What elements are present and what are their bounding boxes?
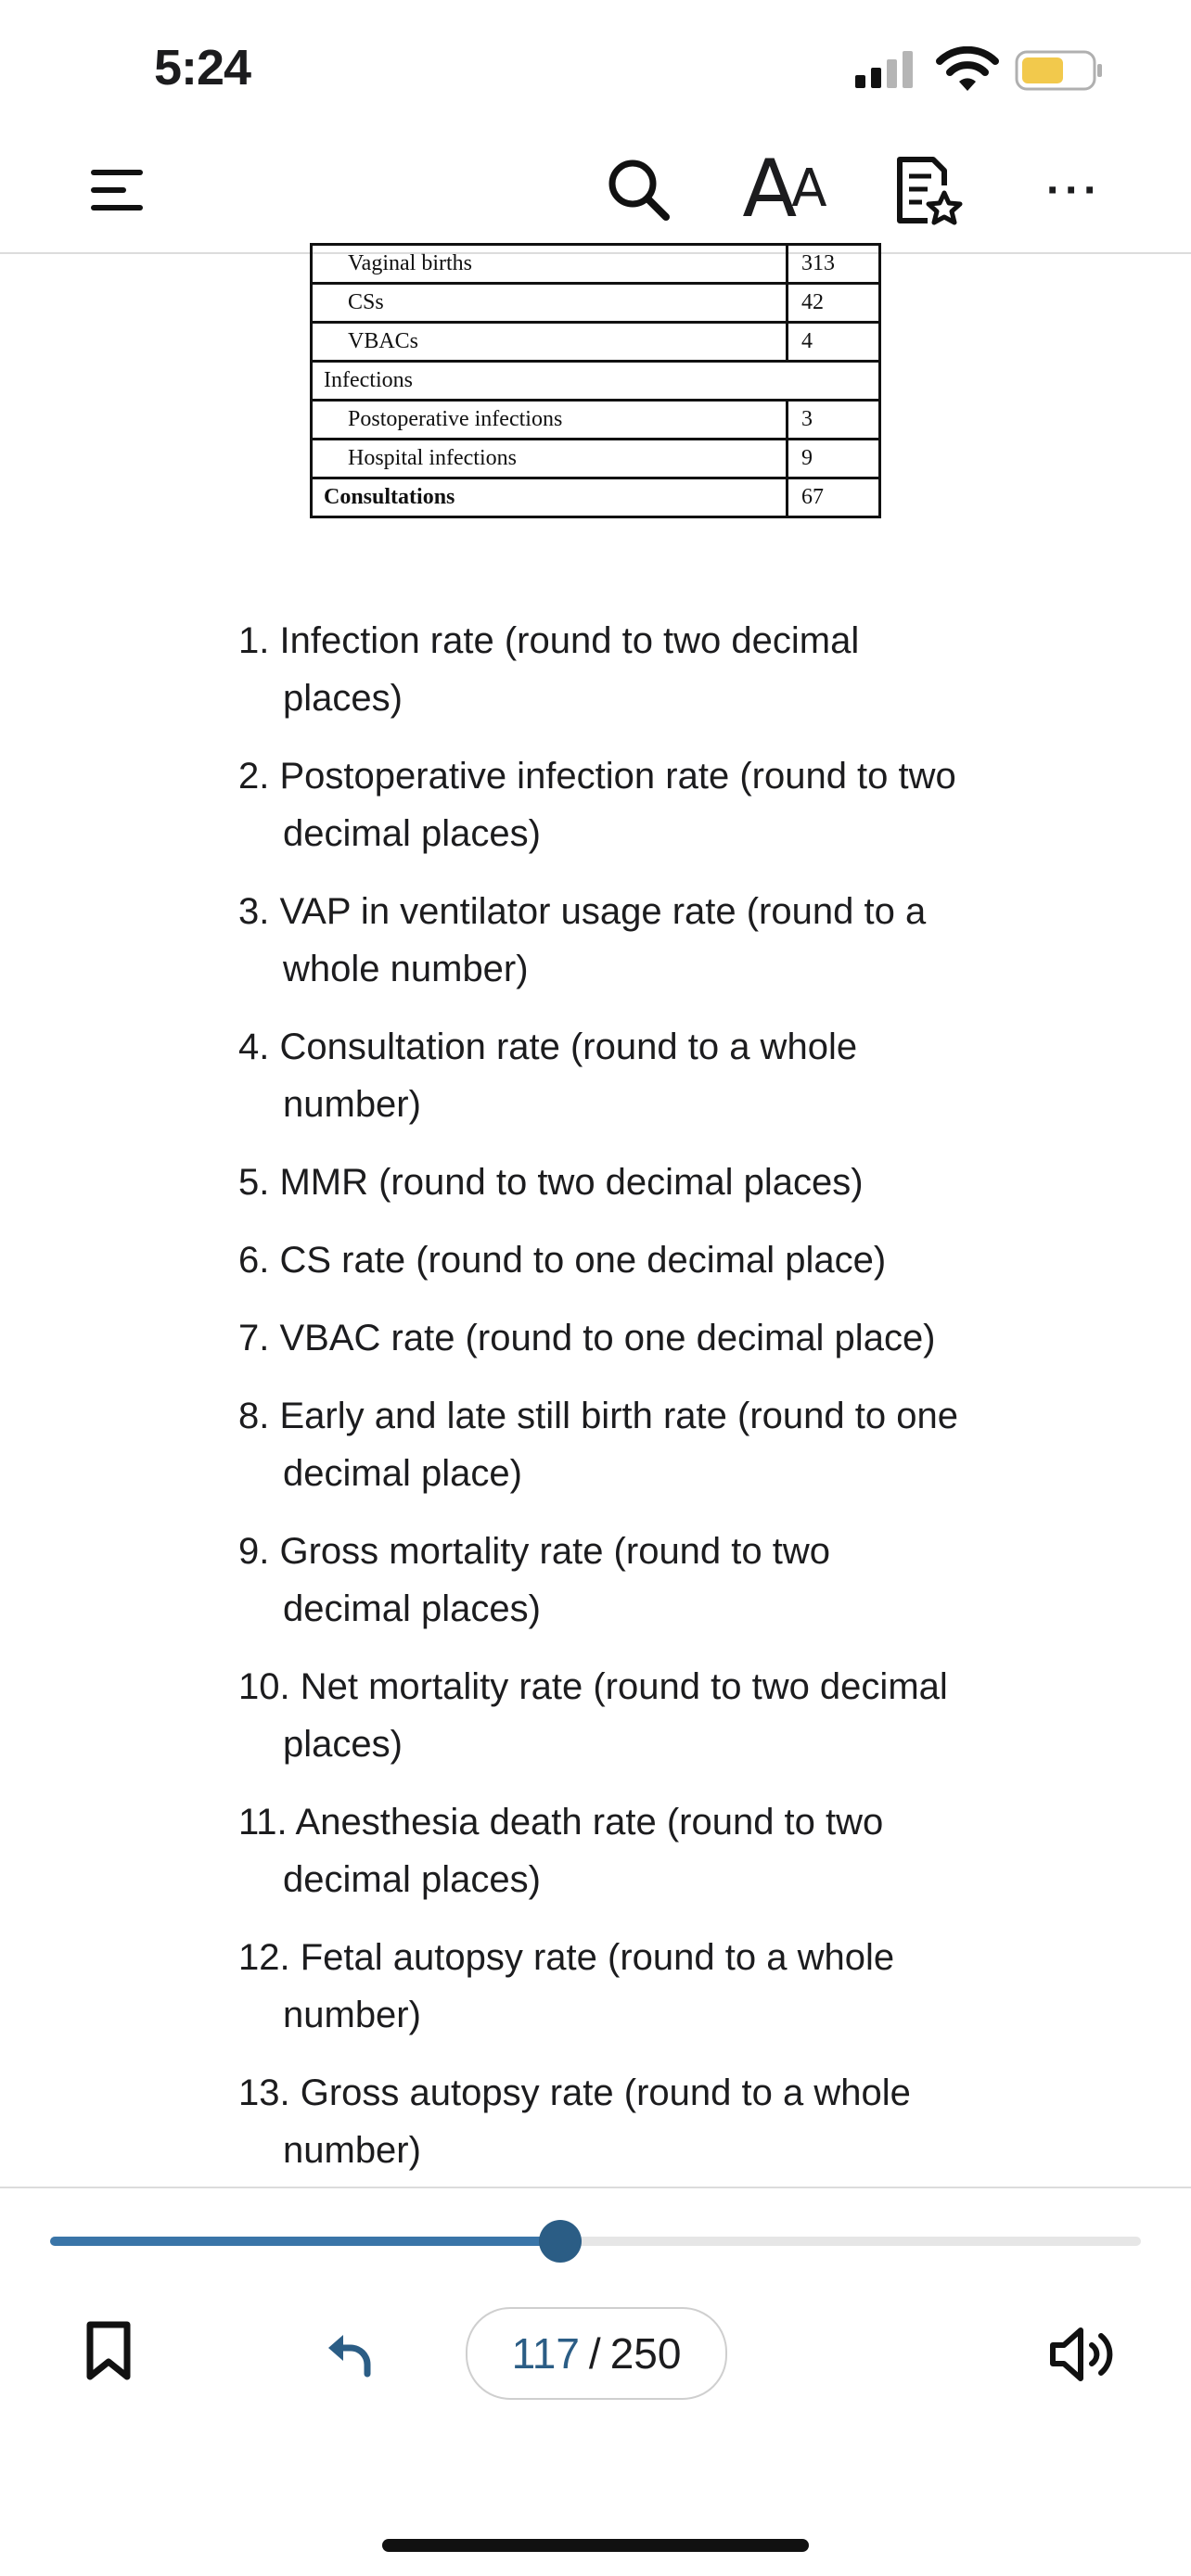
table-row bbox=[312, 401, 880, 440]
question-item: 8. Early and late still birth rate (round to one decimal place) bbox=[238, 1396, 958, 1494]
font-settings-button[interactable] bbox=[738, 145, 831, 234]
question-item: 10. Net mortality rate (round to two decimal places) bbox=[238, 1666, 948, 1765]
table-row bbox=[312, 478, 880, 517]
table-cell-value: 313 bbox=[788, 245, 880, 284]
table-cell-label: Hospital infections bbox=[312, 440, 788, 478]
table-cell-value: 4 bbox=[788, 323, 880, 362]
current-page: 117 bbox=[511, 2329, 580, 2378]
undo-arrow-icon bbox=[323, 2329, 375, 2378]
speaker-icon bbox=[1047, 2325, 1116, 2384]
font-size-small-glyph: A bbox=[791, 159, 827, 219]
notes-bookmarks-button[interactable] bbox=[889, 150, 967, 232]
table-cell-label: Vaginal births bbox=[312, 245, 788, 284]
go-back-button[interactable] bbox=[315, 2326, 382, 2381]
page-indicator[interactable] bbox=[466, 2307, 727, 2400]
read-aloud-button[interactable] bbox=[1044, 2322, 1119, 2387]
more-options-button[interactable]: ··· bbox=[1046, 165, 1102, 215]
table-cell-value: 9 bbox=[788, 440, 880, 478]
progress-thumb[interactable] bbox=[539, 2220, 582, 2263]
menu-button[interactable] bbox=[82, 158, 152, 223]
home-indicator[interactable] bbox=[382, 2539, 809, 2552]
table-cell-label: CSs bbox=[312, 284, 788, 323]
table-row bbox=[312, 284, 880, 323]
font-size-large-glyph: A bbox=[742, 143, 798, 236]
table-cell-value: 3 bbox=[788, 401, 880, 440]
table-cell-label: Consultations bbox=[312, 478, 788, 517]
notes-star-icon bbox=[890, 152, 965, 230]
table-row bbox=[312, 362, 880, 401]
reading-progress-slider[interactable] bbox=[50, 2237, 1141, 2246]
page-separator: / bbox=[588, 2329, 601, 2378]
table-cell-label: VBACs bbox=[312, 323, 788, 362]
search-icon bbox=[605, 156, 672, 223]
cellular-signal-icon bbox=[855, 51, 915, 88]
question-item: 6. CS rate (round to one decimal place) bbox=[238, 1240, 887, 1281]
table-row bbox=[312, 323, 880, 362]
question-item: 7. VBAC rate (round to one decimal place) bbox=[238, 1318, 936, 1358]
battery-icon bbox=[1015, 50, 1104, 91]
table-cell-value: 67 bbox=[788, 478, 880, 517]
bottom-divider bbox=[0, 2187, 1191, 2188]
table-row bbox=[312, 440, 880, 478]
table-cell-label: Postoperative infections bbox=[312, 401, 788, 440]
table-row bbox=[312, 245, 880, 284]
status-time: 5:24 bbox=[154, 40, 251, 96]
question-item: 1. Infection rate (round to two decimal places) bbox=[238, 620, 860, 719]
question-item: 13. Gross autopsy rate (round to a whole number) bbox=[238, 2072, 911, 2171]
question-item: 12. Fetal autopsy rate (round to a whole number) bbox=[238, 1937, 895, 2035]
question-item: 2. Postoperative infection rate (round to two decimal places) bbox=[238, 756, 956, 854]
table-section-header: Infections bbox=[312, 362, 880, 401]
search-button[interactable] bbox=[599, 150, 677, 228]
bookmark-icon bbox=[85, 2321, 132, 2382]
question-item: 5. MMR (round to two decimal places) bbox=[238, 1162, 864, 1203]
question-item: 9. Gross mortality rate (round to two decimal places) bbox=[238, 1531, 831, 1629]
question-item: 11. Anesthesia death rate (round to two decimal places) bbox=[238, 1802, 884, 1900]
progress-fill bbox=[50, 2237, 560, 2246]
question-item: 4. Consultation rate (round to a whole number) bbox=[238, 1027, 858, 1125]
total-pages: 250 bbox=[609, 2329, 682, 2378]
bookmark-button[interactable] bbox=[82, 2318, 135, 2385]
question-list bbox=[238, 612, 962, 2200]
statistics-table bbox=[310, 243, 881, 518]
table-cell-value: 42 bbox=[788, 284, 880, 323]
question-item: 3. VAP in ventilator usage rate (round to a whole number) bbox=[238, 891, 927, 989]
hamburger-menu-icon bbox=[89, 167, 145, 213]
wifi-icon bbox=[935, 46, 1000, 93]
